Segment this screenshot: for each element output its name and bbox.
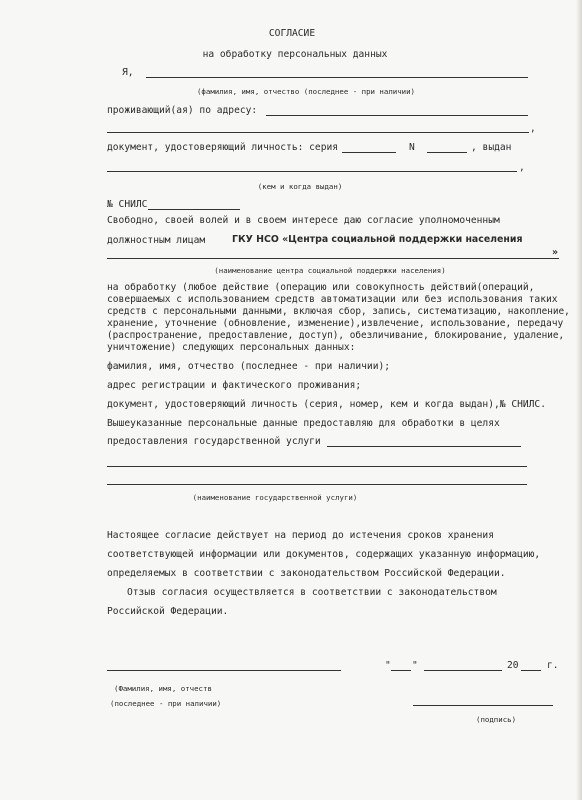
- date-quote-close: ": [412, 660, 418, 671]
- validity-line-3: определяемых в соответствии с законодательством Российской Федерации.: [107, 568, 506, 579]
- service-label: предоставления государственной услуги: [107, 436, 321, 447]
- address-line-2[interactable]: [107, 132, 529, 133]
- data-item-fio: фамилия, имя, отчество (последнее - при наличии);: [107, 361, 391, 372]
- signature-line[interactable]: [413, 705, 553, 706]
- date-quote-open: ": [385, 660, 391, 671]
- processing-line-3: средств с персональными данными, включая сбор, запись, систематизацию, накопление,: [107, 306, 570, 317]
- issued-by-line[interactable]: [107, 171, 517, 172]
- processing-line-6: уничтожение) следующих персональных данных:: [107, 342, 356, 353]
- signature-caption: (подпись): [476, 715, 517, 724]
- processing-line-2: совершаемых с использованием средств автоматизации или без использования таких: [107, 294, 558, 305]
- processing-line-1: на обработку (любое действие (операцию или совокупность действий(операций,: [107, 282, 535, 293]
- date-day-line[interactable]: [391, 670, 411, 671]
- page-edge-shadow: [576, 0, 582, 800]
- revoke-line-2: Российской Федерации.: [107, 606, 229, 617]
- date-month-line[interactable]: [424, 670, 502, 671]
- issued-caption: (кем и когда выдан): [257, 182, 343, 191]
- date-year-prefix: 20: [507, 660, 519, 671]
- processing-line-4: хранение, уточнение (обновление, изменение),извлечение, использование, передачу: [107, 318, 564, 329]
- snils-line[interactable]: [148, 209, 240, 210]
- document-subtitle: на обработку персональных данных: [202, 49, 388, 60]
- doc-series-label: документ, удостоверяющий личность: серия: [107, 142, 339, 153]
- validity-line-1: Настоящее согласие действует на период до истечения сроков хранения: [107, 530, 494, 541]
- doc-issued-label: , выдан: [471, 142, 512, 153]
- free-will-text: Свободно, своей волей и в своем интересе даю согласие уполномоченным: [107, 215, 500, 226]
- address-line-1[interactable]: [266, 115, 528, 116]
- above-data-text: Вышеуказанные персональные данные предоставляю для обработки в целях: [107, 418, 500, 429]
- address-label: проживающий(ая) по адресу:: [107, 105, 258, 116]
- processing-line-5: (распространение, предоставление, доступ), обезличивание, блокирование, удаление,: [107, 330, 565, 341]
- snils-label: № СНИЛС: [107, 199, 148, 210]
- org-line[interactable]: [107, 258, 559, 259]
- officials-label: должностным лицам: [107, 235, 206, 246]
- fio-caption: (фамилия, имя, отчество (последнее - при наличии): [196, 87, 416, 96]
- doc-series-line[interactable]: [342, 152, 396, 153]
- data-item-document: документ, удостоверяющий личность (серия, номер, кем и когда выдан),№ СНИЛС.: [107, 399, 546, 410]
- revoke-line-1: Отзыв согласия осуществляется в соответствии с законодательством: [127, 587, 497, 598]
- service-line-1[interactable]: [327, 446, 521, 447]
- document-title: СОГЛАСИЕ: [268, 28, 316, 39]
- signer-name-line[interactable]: [107, 670, 341, 671]
- doc-number-line[interactable]: [427, 152, 467, 153]
- issued-comma: ,: [519, 162, 525, 173]
- date-year-line[interactable]: [521, 670, 541, 671]
- date-year-suffix: г.: [547, 660, 559, 671]
- org-caption: (наименование центра социальной поддержки населения): [214, 266, 446, 275]
- doc-number-sign: N: [409, 142, 415, 153]
- service-line-3[interactable]: [107, 484, 527, 485]
- service-line-2[interactable]: [107, 466, 527, 467]
- signer-name-caption-1: (Фамилия, имя, отчеств: [114, 684, 212, 693]
- org-quote-close: »: [552, 247, 559, 258]
- address-comma: ,: [530, 123, 536, 134]
- ya-label: Я,: [122, 67, 134, 78]
- signer-name-caption-2: (последнее - при наличии): [110, 699, 222, 708]
- validity-line-2: соответствующей информации или документов, содержащих указанную информацию,: [107, 549, 541, 560]
- fio-line[interactable]: [146, 77, 528, 78]
- data-item-address: адрес регистрации и фактического проживания;: [107, 380, 362, 391]
- org-name: ГКУ НСО «Центра социальной поддержки населения: [232, 234, 523, 245]
- service-caption: (наименование государственной услуги): [192, 493, 358, 502]
